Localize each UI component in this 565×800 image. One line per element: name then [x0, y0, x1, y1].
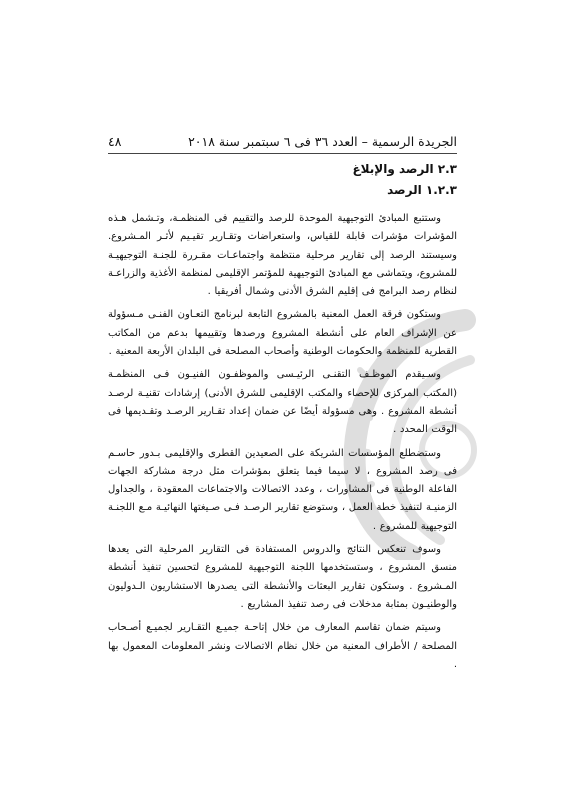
header-title: الجريدة الرسمية – العدد ٣٦ فى ٦ سبتمبر سنة ٢٠١٨ [188, 134, 457, 149]
paragraph: وسوف تنعكس النتائج والدروس المستفادة فى التقارير المرحلية التى يعدها منسق المشروع ، وستستخدمها اللجنة التوجيهية للمشروع لتحسين تنفيذ أنشطة المـشروع . وستكون تقارير البعثات والأنشطة التى يصدرها الاستشاريون الـدوليون والوطنيـون بمثابة مدخلات فى رصد تنفيذ المشاريع . [108, 544, 457, 610]
paragraph: وستتبع المبادئ التوجيهية الموحدة للرصد والتقييم فى المنظمـة، وتـشمل هـذه المؤشرات مؤشرات قابلة للقياس، واستعراضات وتقـارير تقيـيم لأثـر المـشروع. وسيستند الرصد إلى تقارير مرحلية منتظمة واجتماعـات مقـررة للجنـة التوجيهيـة للمشروع، ويتماشى مع المبادئ التوجيهية للمؤتمر الإقليمى لمنظمة الأغذية والزراعـة لنظام رصد البرامج فى إقليم الشرق الأدنى وشمال أفريقيا . [108, 213, 457, 298]
page-header [108, 133, 457, 151]
header-divider [108, 153, 457, 154]
body-text [108, 210, 457, 674]
subsection-heading: ١.٢.٣ الرصد [387, 183, 457, 197]
page-number: ٤٨ [108, 134, 122, 149]
paragraph: وسـيقدم الموظـف التقنـى الرئيـسى والموظفـون الفنيـون فـى المنظمـة (المكتب المركزى للإحصاء والمكتب الإقليمى للشرق الأدنى) إرشادات تقنيـة لرصـد أنشطة المشروع . وهى مسؤولة أيضًا عن ضمان إعداد تقـارير الرصـد وتقـديمها فى الوقت المحدد . [108, 369, 457, 436]
section-heading: ٢.٣ الرصد والإبلاغ [352, 162, 457, 176]
paragraph: وسيتم ضمان تقاسم المعارف من خلال إتاحـة جميـع التقـارير لجميـع أصـحاب المصلحة / الأطراف المعنية من خلال نظام الاتصالات ونشر المعلومات المعمول بها . [108, 622, 457, 670]
paragraph: وستضطلع المؤسسات الشريكة على الصعيدين القطرى والإقليمى بـدور حاسـم فى رصد المشروع ، لا سيما فيما يتعلق بمؤشرات مثل درجة مشاركة الجهات الفاعلة الوطنية فى المشاورات ، وعدد الاتصالات والاجتماعات المعقودة ، والجداول الزمنيـة لتنفيذ خطة العمل ، وستوضع تقارير الرصـد فـى صـيغتها النهائيـة مـع اللجنـة التوجيهية للمشروع . [108, 447, 457, 532]
paragraph: وستكون فرقة العمل المعنية بالمشروع التابعة لبرنامج التعـاون الفنـى مـسؤولة عن الإشراف العام على أنشطة المشروع ورصدها وتقييمها بدعم من المكاتب القطرية للمنظمة والحكومات الوطنية وأصحاب المصلحة فى البلدان الأربعة المعنية . [108, 309, 457, 358]
